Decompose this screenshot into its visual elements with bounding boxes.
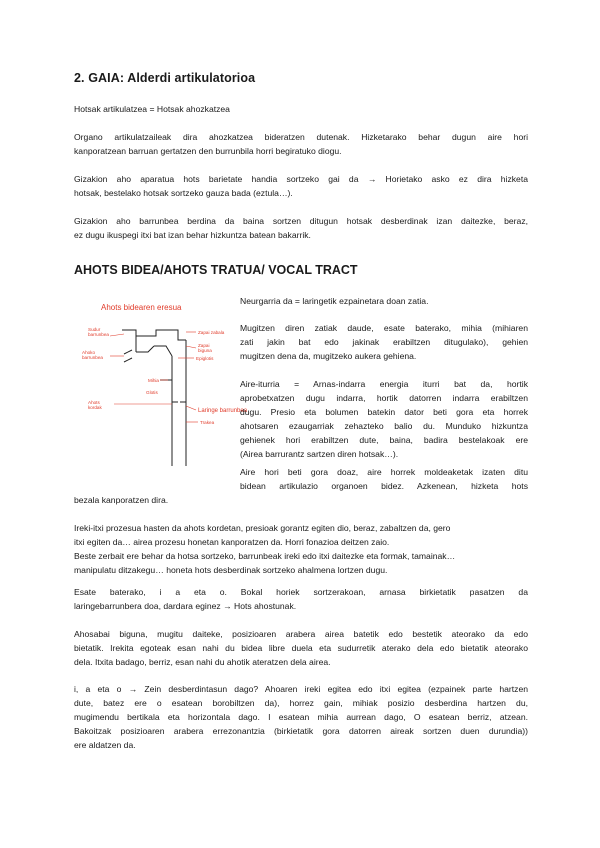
paragraph-line: Neurgarria da = laringetik ezpainetara doan zatia.: [240, 296, 429, 306]
paragraph-line: Gizakion aho aparatua hots barietate handia sortzeko gai da → Horietako asko ez dira hizketa: [74, 174, 528, 184]
nasal-cavity-line: [122, 330, 170, 336]
paragraph-line: hotsak, bestelako hotsak sortzeko gauza bada (eztula…).: [74, 188, 293, 198]
paragraph-line: bidean artikulazio organoen bidez. Azkenean, hizketa hots: [240, 481, 528, 491]
paragraph-line: zati jakin bat edo jakinak erabiltzen ditugulako), gehien: [240, 337, 528, 347]
intro-line: Hotsak artikulatzea = Hotsak ahozkatzea: [74, 104, 230, 114]
paragraph-line: bietatik. Irekita egoteak esan nahi du bidea libre duela eta sudurretik aterako dela edo bietatik ateorako: [74, 643, 528, 653]
paragraph-line: Bakoitzak posizioaren arabera errezonantzia (birkietatik gora datorren aireak sortzen duen durundia)): [74, 726, 528, 736]
lips-upper: [124, 350, 132, 354]
paragraph-line: aprobetxatzen dugu indarra, hortik datorren indarra erabiltzen: [240, 393, 528, 403]
pointer-line: [110, 334, 124, 336]
label-oral-cavity: Ahoko barrunbea: [82, 350, 103, 360]
paragraph-line: dute, batez ere o esatean borobiltzen da), horrez gain, mihiak posizio desberdina hartzen du,: [74, 698, 528, 708]
label-glottis: Glotis: [146, 390, 158, 395]
paragraph-line: bezala kanporatzen dira.: [74, 495, 169, 505]
paragraph-line: Beste zerbait ere behar da hotsa sortzeko, barrunbeak ireki edo itxi daitezke eta formak, tamainak…: [74, 551, 456, 561]
paragraph-line: Mugitzen diren zatiak daude, esate baterako, mihia (mihiaren: [240, 323, 528, 333]
vocal-tract-figure: [74, 296, 248, 476]
paragraph-line: ahotsaren ezaugarriak zehazteko balio du. Munduko hizkuntza: [240, 421, 528, 431]
paragraph-line: manipulatu ditzakegu… honeta hots desberdinak sortzeko ahalmena lortzen dugu.: [74, 565, 388, 575]
paragraph-line: ez dugu ikuspegi itxi bat izan behar hizkuntza batean bakarrik.: [74, 230, 311, 240]
label-hard-palate: Zapai zabala: [198, 330, 225, 335]
paragraph-line: i, a eta o → Zein desberdintasun dago? Ahoaren ireki egitea edo itxi egitea (ezpainek parte hartzen: [74, 684, 528, 694]
section-heading: AHOTS BIDEA/AHOTS TRATUA/ VOCAL TRACT: [74, 263, 358, 277]
vocal-tract-diagram: [74, 296, 234, 476]
paragraph-line: itxi egiten da… airea prozesu honetan kanporatzen da. Horri fonazioa deitzen zaio.: [74, 537, 390, 547]
pointer-line: [186, 346, 196, 348]
page-title: 2. GAIA: Alderdi artikulatorioa: [74, 71, 256, 85]
paragraph-line: Esate baterako, i a eta o. Bokal horiek sortzerakoan, arnasa birkietatik pasatzen da: [74, 587, 528, 597]
paragraph-line: Aire-iturria = Arnas-indarra energia iturri bat da, hortik: [240, 379, 528, 389]
lips-lower: [124, 358, 132, 362]
paragraph-line: mugitzen dena da, mugitzeko aukera gehiena.: [240, 351, 417, 361]
paragraph-line: ere aldatzen da.: [74, 740, 136, 750]
paragraph-line: Gizakion aho barrunbea berdina da baina sortzen ditugun hotsak desberdinak izan daitezke, beraz,: [74, 216, 528, 226]
label-soft-palate: Zapai biguna: [198, 343, 212, 353]
paragraph-line: gehienek hori erabiltzen dute, baina, badira bestelakoak ere: [240, 435, 528, 445]
tongue-back: [154, 346, 172, 356]
label-trachea: Trakea: [200, 420, 215, 425]
figure-title: Ahots bidearen eresua: [101, 303, 182, 312]
label-larynx-cavity: Laringe barrunbea: [198, 408, 248, 414]
soft-palate-line: [170, 330, 186, 340]
paragraph-line: (Airea barrurantz sartzen diren hotsak…).: [240, 449, 399, 459]
paragraph-line: Organo artikulatzaileak dira ahozkatzea bideratzen dutenak. Hizketarako behar dugun aire hori: [74, 132, 528, 142]
trachea-lines: [172, 416, 186, 466]
paragraph-line: Aire hori beti gora doaz, aire horrek moldeaketak izaten ditu: [240, 467, 528, 477]
tongue-front: [136, 346, 154, 352]
paragraph-line: dela. Itxita badago, berriz, esan nahi du ahotik ateratzen dela airea.: [74, 657, 331, 667]
paragraph-line: Ireki-itxi prozesua hasten da ahots kordetan, presioak gorantz egiten dio, beraz, zabaltzen da, gero: [74, 523, 451, 533]
paragraph-line: dugu. Presio eta bolumen batekin dator beti gora eta horrek: [240, 407, 528, 417]
paragraph-line: mugimendu bertikala eta horizontala dago. I esatean mihia aurrean dago, O esatean berriz, atzean.: [74, 712, 528, 722]
label-vocal-folds: Ahots kordak: [88, 400, 102, 410]
paragraph-line: kanporatzean barruan gertatzen den burrunbila horri begiratuko diogu.: [74, 146, 342, 156]
label-nasal-cavity: Sudur barrunbea: [88, 327, 109, 337]
label-epiglottis: Epiglotis: [196, 356, 214, 361]
label-tongue: Mihia: [148, 378, 159, 383]
pointer-line: [186, 406, 196, 410]
paragraph-line: laringebarrunbera doa, dardara eginez → Hots ahostunak.: [74, 601, 297, 611]
paragraph-line: Ahosabai biguna, mugitu daiteke, posizioaren arabera airea batetik edo bestetik ateorako da edo: [74, 629, 528, 639]
